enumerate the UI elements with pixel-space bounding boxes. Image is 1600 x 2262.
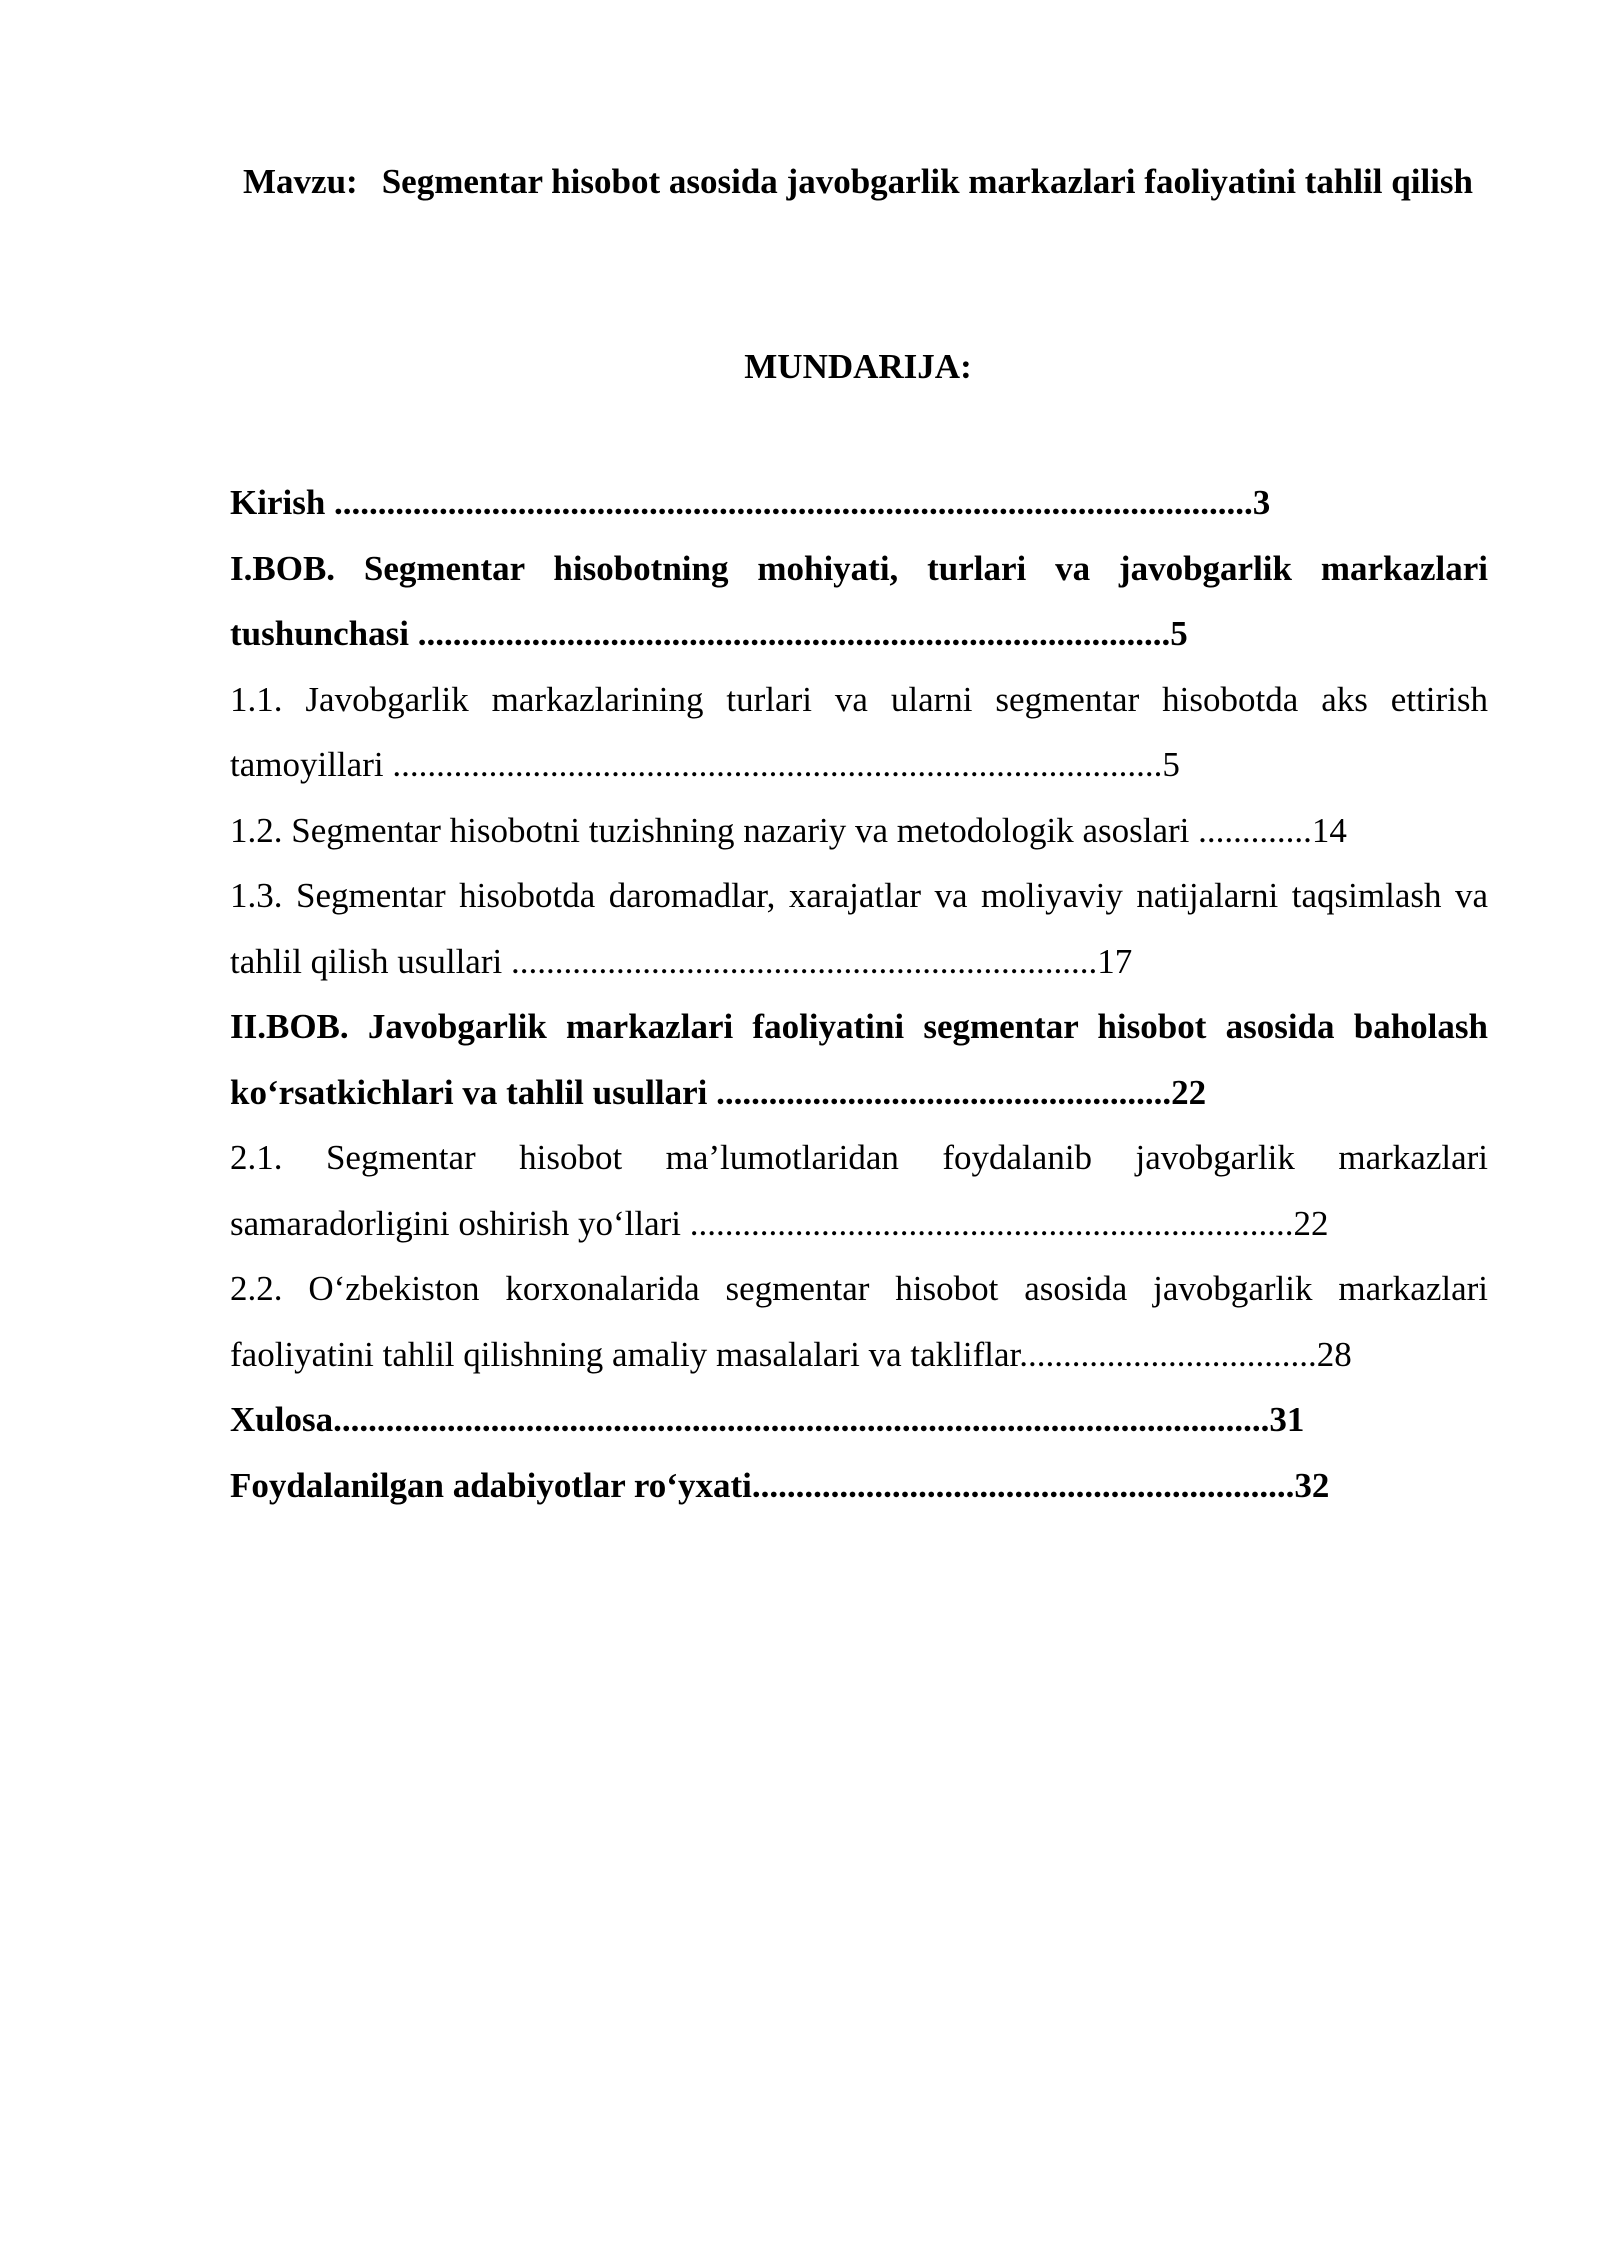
toc-entry <box>230 1256 1488 1387</box>
toc-entry-line: II.BOB. Javobgarlik markazlari faoliyatini segmentar hisobot asosida <box>230 1007 1335 1046</box>
toc-entry <box>230 1453 1488 1519</box>
toc-entry-line: taqsimlash va tahlil qilish usullari ...................................................................17 <box>230 876 1488 981</box>
toc-entry <box>230 1125 1488 1256</box>
toc-entry-line: 1.1. Javobgarlik markazlarining turlari va ularni segmentar hisobotda aks ettirish <box>230 679 1488 719</box>
toc-entry-line: 1.3. Segmentar hisobotda daromadlar, xarajatlar va moliyaviy natijalarni <box>230 876 1279 915</box>
toc-entry-line: I.BOB. Segmentar hisobotning mohiyati, turlari va javobgarlik markazlari <box>230 548 1488 588</box>
topic-title: Segmentar hisobot asosida javobgarlik markazlari faoliyatini tahlil qilish <box>381 162 1473 201</box>
toc-entry-line: 1.2. Segmentar hisobotni tuzishning nazariy va metodologik asoslari .............14 <box>230 810 1347 850</box>
toc-entry <box>230 1387 1488 1453</box>
toc-heading: MUNDARIJA: <box>744 347 972 386</box>
toc-entry-line: Kirish .........................................................................................................3 <box>230 483 1271 522</box>
toc-entry-line: tushunchasi ......................................................................................5 <box>230 614 1188 653</box>
toc-entry <box>230 994 1488 1125</box>
toc-entry-line: tamoyillari ........................................................................................5 <box>230 745 1180 784</box>
toc-entry-line: 2.1. Segmentar hisobot ma’lumotlaridan foydalanib javobgarlik markazlari <box>230 1138 1488 1177</box>
toc-entry-line: baholash ko‘rsatkichlari va tahlil usullari ....................................................22 <box>230 1007 1488 1112</box>
toc-entry-line: Foydalanilgan adabiyotlar ro‘yxati..............................................................32 <box>230 1465 1330 1505</box>
toc-entry <box>230 536 1488 667</box>
toc-entry <box>230 798 1488 864</box>
topic-title-block <box>228 150 1488 214</box>
toc-entry-line: 2.2. O‘zbekiston korxonalarida segmentar hisobot asosida javobgarlik markazlari <box>230 1269 1488 1308</box>
toc-entry <box>230 863 1488 994</box>
toc-entry-line: samaradorligini oshirish yo‘llari .....................................................................22 <box>230 1203 1329 1243</box>
table-of-contents <box>230 470 1488 1518</box>
toc-entry-line: faoliyatini tahlil qilishning amaliy masalalari va takliflar..................................28 <box>230 1334 1352 1374</box>
toc-entry <box>230 470 1488 536</box>
toc-entry <box>230 667 1488 798</box>
toc-entry-line: Xulosa...........................................................................................................31 <box>230 1400 1305 1439</box>
topic-label: Mavzu: <box>243 162 358 201</box>
